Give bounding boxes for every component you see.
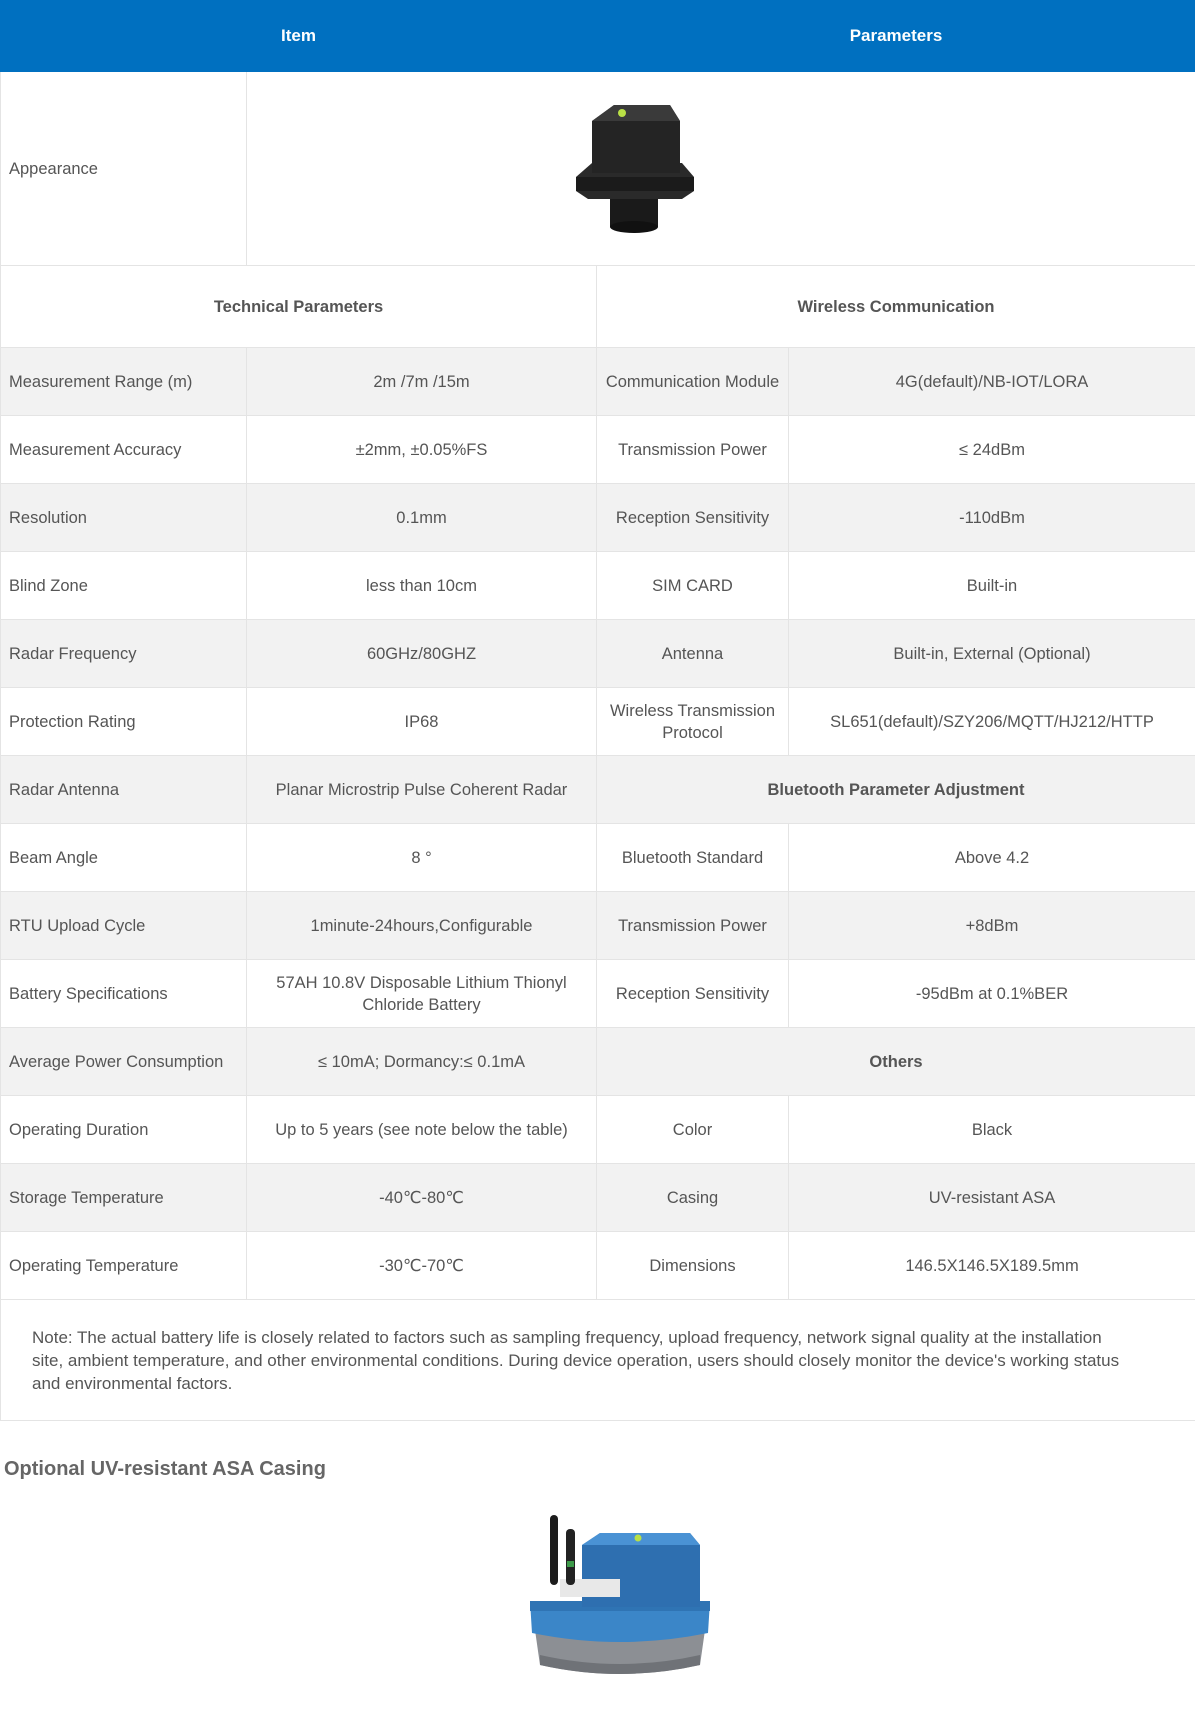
table-row xyxy=(1,1028,1195,1096)
tech-label: Operating Duration xyxy=(1,1096,247,1164)
others-section-title: Others xyxy=(597,1028,1195,1096)
wireless-value: Built-in, External (Optional) xyxy=(789,620,1195,688)
radar-level-sensor-icon xyxy=(570,99,700,239)
wireless-label: SIM CARD xyxy=(597,552,789,620)
tech-value: 0.1mm xyxy=(247,484,597,552)
table-row xyxy=(1,960,1195,1028)
wireless-value: Built-in xyxy=(789,552,1195,620)
bluetooth-label: Transmission Power xyxy=(597,892,789,960)
table-row xyxy=(1,824,1195,892)
tech-label: Blind Zone xyxy=(1,552,247,620)
wireless-value: ≤ 24dBm xyxy=(789,416,1195,484)
wireless-section-title: Wireless Communication xyxy=(597,266,1195,348)
others-value: UV-resistant ASA xyxy=(789,1164,1195,1232)
tech-value: 2m /7m /15m xyxy=(247,348,597,416)
tech-value: Up to 5 years (see note below the table) xyxy=(247,1096,597,1164)
header-parameters: Parameters xyxy=(597,1,1195,72)
bluetooth-value: +8dBm xyxy=(789,892,1195,960)
bluetooth-label: Bluetooth Standard xyxy=(597,824,789,892)
appearance-row xyxy=(1,72,1195,266)
table-row xyxy=(1,552,1195,620)
bluetooth-value: Above 4.2 xyxy=(789,824,1195,892)
tech-label: Average Power Consumption xyxy=(1,1028,247,1096)
wireless-label: Transmission Power xyxy=(597,416,789,484)
tech-label: Measurement Range (m) xyxy=(1,348,247,416)
note-row xyxy=(1,1300,1195,1421)
wireless-label: Antenna xyxy=(597,620,789,688)
table-row xyxy=(1,1232,1195,1300)
tech-label: Storage Temperature xyxy=(1,1164,247,1232)
appearance-image-cell xyxy=(247,72,1195,266)
tech-label: Radar Frequency xyxy=(1,620,247,688)
tech-value: -40℃-80℃ xyxy=(247,1164,597,1232)
tech-value: 8 ° xyxy=(247,824,597,892)
wireless-label: Reception Sensitivity xyxy=(597,484,789,552)
tech-value: 1minute-24hours,Configurable xyxy=(247,892,597,960)
section-header-row xyxy=(1,266,1195,348)
tech-value: 60GHz/80GHZ xyxy=(247,620,597,688)
tech-label: Battery Specifications xyxy=(1,960,247,1028)
table-row xyxy=(1,620,1195,688)
tech-label: Beam Angle xyxy=(1,824,247,892)
tech-value: less than 10cm xyxy=(247,552,597,620)
battery-note: Note: The actual battery life is closely related to factors such as sampling frequency, upload frequency, network signal quality at the installation site, ambient temperature, and other environmental conditions. During device operation, users should closely monitor the device's working status and environmental factors. xyxy=(1,1300,1195,1421)
table-row xyxy=(1,1164,1195,1232)
table-row xyxy=(1,416,1195,484)
others-value: 146.5X146.5X189.5mm xyxy=(789,1232,1195,1300)
table-row xyxy=(1,1096,1195,1164)
others-value: Black xyxy=(789,1096,1195,1164)
bluetooth-section-title: Bluetooth Parameter Adjustment xyxy=(597,756,1195,824)
table-header xyxy=(1,1,1195,72)
tech-value: 57AH 10.8V Disposable Lithium Thionyl Chloride Battery xyxy=(247,960,597,1028)
wireless-label: Communication Module xyxy=(597,348,789,416)
technical-section-title: Technical Parameters xyxy=(1,266,597,348)
casing-caption: Optional UV-resistant ASA Casing xyxy=(4,1458,326,1480)
tech-label: RTU Upload Cycle xyxy=(1,892,247,960)
table-row xyxy=(1,484,1195,552)
others-label: Dimensions xyxy=(597,1232,789,1300)
table-row xyxy=(1,348,1195,416)
tech-value: ±2mm, ±0.05%FS xyxy=(247,416,597,484)
tech-label: Protection Rating xyxy=(1,688,247,756)
tech-value: -30℃-70℃ xyxy=(247,1232,597,1300)
tech-label: Operating Temperature xyxy=(1,1232,247,1300)
header-item: Item xyxy=(1,1,597,72)
wireless-value: -110dBm xyxy=(789,484,1195,552)
bluetooth-value: -95dBm at 0.1%BER xyxy=(789,960,1195,1028)
tech-label: Radar Antenna xyxy=(1,756,247,824)
wireless-value: 4G(default)/NB-IOT/LORA xyxy=(789,348,1195,416)
tech-value: ≤ 10mA; Dormancy:≤ 0.1mA xyxy=(247,1028,597,1096)
table-row xyxy=(1,688,1195,756)
tech-value: Planar Microstrip Pulse Coherent Radar xyxy=(247,756,597,824)
tech-label: Resolution xyxy=(1,484,247,552)
casing-image xyxy=(520,1515,720,1685)
appearance-label: Appearance xyxy=(1,72,247,266)
tech-value: IP68 xyxy=(247,688,597,756)
table-row xyxy=(1,892,1195,960)
blue-casing-device-icon xyxy=(520,1515,720,1685)
tech-label: Measurement Accuracy xyxy=(1,416,247,484)
others-label: Color xyxy=(597,1096,789,1164)
bluetooth-label: Reception Sensitivity xyxy=(597,960,789,1028)
wireless-value: SL651(default)/SZY206/MQTT/HJ212/HTTP xyxy=(789,688,1195,756)
wireless-label: Wireless Transmission Protocol xyxy=(597,688,789,756)
table-row xyxy=(1,756,1195,824)
others-label: Casing xyxy=(597,1164,789,1232)
